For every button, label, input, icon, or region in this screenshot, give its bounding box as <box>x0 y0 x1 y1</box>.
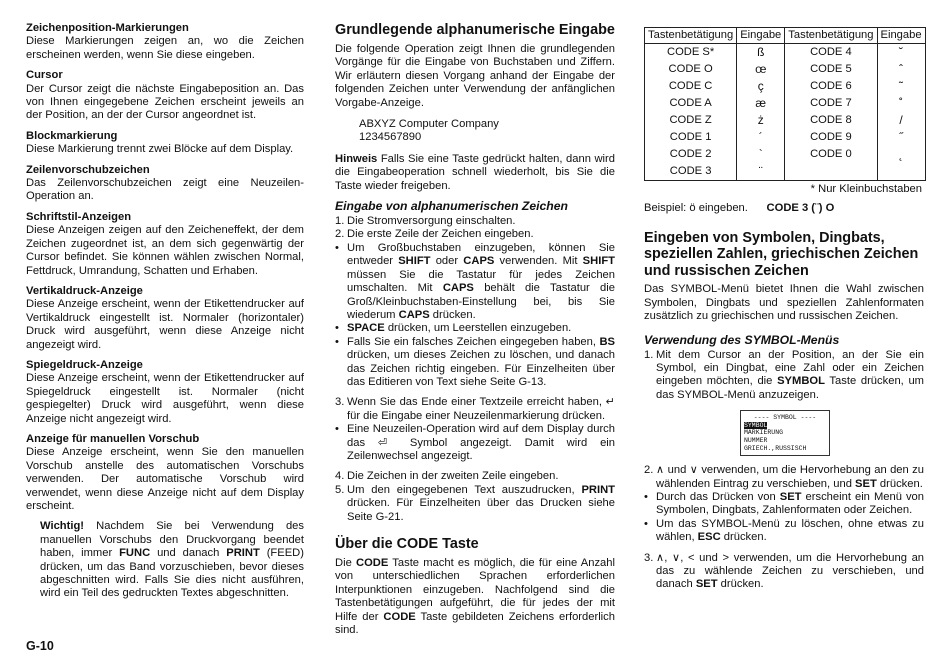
section-body: Das Zeilenvorschubzeichen zeigt eine Neuzeilen-Operation an. <box>26 177 304 203</box>
section-title: Cursor <box>26 69 63 82</box>
section <box>26 285 304 352</box>
right-arrow-icon: > <box>722 551 730 564</box>
up-arrow-icon: ∧ <box>656 464 665 477</box>
step-4: 4. Die Zeichen in der zweiten Zeile eingeben. <box>335 470 615 483</box>
lcd-header: ---- SYMBOL ---- <box>753 414 817 422</box>
table-row: CODE A æ CODE 7 ˚ <box>645 95 926 112</box>
section-title: Schriftstil-Anzeigen <box>26 210 132 223</box>
section-body: Diese Markierung trennt zwei Blöcke auf dem Display. <box>26 143 294 156</box>
warning-note <box>40 520 304 600</box>
middle-column <box>335 22 615 637</box>
down-arrow-icon: ∨ <box>671 551 681 564</box>
step-text: Die erste Zeile der Zeichen eingeben. <box>347 228 534 241</box>
lcd-item-selected: SYMBOL <box>744 421 768 429</box>
section <box>26 211 304 278</box>
lcd-item: NUMMER <box>744 436 768 444</box>
section-heading: Grundlegende alphanumerische Eingabe <box>335 22 615 38</box>
table-footnote: * Nur Kleinbuchstaben <box>810 183 922 195</box>
bullet: • Eine Neuzeilen-Operation wird auf dem Display durch das ⏎ Symbol angezeigt. Damit wird ein Zeilenwechsel angezeigt. <box>335 423 615 462</box>
table-row: CODE C ç CODE 6 ˜ <box>645 78 926 95</box>
table-header-row <box>645 28 926 44</box>
section <box>26 359 304 426</box>
step-text: Die Stromversorgung einschalten. <box>347 215 516 228</box>
step-1: 1. Die Stromversorgung einschalten. <box>335 215 615 228</box>
table-row: CODE Z ż CODE 8 / <box>645 112 926 129</box>
intro-paragraph: Das SYMBOL-Menü bietet Ihnen die Wahl zwischen Symbolen, Dingbats und speziellen Zahlenformaten zusätzlich zu griechischen und russischen Zeichen. <box>644 283 924 323</box>
left-column <box>26 22 304 601</box>
example-line: Beispiel: ö eingeben. CODE 3 (¨) O <box>644 202 835 215</box>
lcd-item: MARKIERUNG <box>744 429 784 437</box>
text: Falls Sie eine Taste gedrückt halten, dann wird die Eingabeoperation schnell wiederholt, bis Sie die Taste wieder freigeben. <box>335 152 615 192</box>
column-header: Eingabe <box>877 28 925 44</box>
step-text: Die Zeichen in der zweiten Zeile eingeben. <box>347 470 559 483</box>
bullet: • Falls Sie ein falsches Zeichen eingegeben haben, BS drücken, um dieses Zeichen zu löschen, und danach das Zeichen richtig eingeben. Für Einzelheiten über das Editieren von Text siehe Seite G-13. <box>335 335 615 388</box>
section-body: Der Cursor zeigt die nächste Eingabeposition an. Das von Ihnen eingegebene Zeichen erscheint jeweils an der Position, an der der Cursor angeordnet ist. <box>26 82 304 122</box>
text: (FEED) drücken, um das Band vorzuschieben, bevor dieses abgeschnitten wird. Falls Sie dies nicht ausführen, wird ein Teil des gedruckten Textes abgeschnitten. <box>40 547 304 600</box>
section-title: Vertikaldruck-Anzeige <box>26 284 143 297</box>
step-2: 2. Die erste Zeile der Zeichen eingeben. <box>335 228 615 241</box>
bullet: • Um Großbuchstaben einzugeben, können Sie entweder SHIFT oder CAPS verwenden. Mit SHIFT müssen Sie die Tastatur für jedes Zeichen umschalten. Mit CAPS behält die Tastatur die Groß/Kleinbuchstaben-Einstellung bei, bis Sie wiederum CAPS drücken. <box>335 241 615 321</box>
section-heading: Über die CODE Taste <box>335 536 479 552</box>
section-body: Diese Anzeige erscheint, wenn der Etikettendrucker auf Vertikaldruck eingestellt ist. Normaler (horizontaler) Druck wird ausgeführt, wenn diese Anzeige nicht angezeigt wird. <box>26 298 304 351</box>
table-row: CODE O œ CODE 5 ˆ <box>645 61 926 78</box>
section <box>26 130 304 157</box>
table-row: CODE S* ß CODE 4 ˘ <box>645 44 926 62</box>
lcd-display <box>740 410 830 456</box>
bullet-text: Eine Neuzeilen-Operation wird auf dem Display durch das ⏎ Symbol angezeigt. Damit wird ein Zeilenwechsel angezeigt. <box>347 423 615 462</box>
column-header: Eingabe <box>737 28 785 44</box>
bullet: • Um das SYMBOL-Menü zu löschen, ohne etwas zu wählen, ESC drücken. <box>644 517 924 544</box>
step-3: 3. Wenn Sie das Ende einer Textzeile erreicht haben, ↵ für die Eingabe einer Neuzeilenmarkierung drücken. <box>335 396 615 422</box>
key-label: FUNC <box>119 547 151 560</box>
section-body: Diese Markierungen zeigen an, wo die Zeichen erscheinen werden, wenn Sie diese eingeben. <box>26 35 304 61</box>
key-label: PRINT <box>226 547 260 560</box>
left-arrow-icon: < <box>687 551 695 564</box>
section-title: Anzeige für manuellen Vorschub <box>26 432 200 445</box>
section-title: Zeichenposition-Markierungen <box>26 22 189 34</box>
step-text: Wenn Sie das Ende einer Textzeile erreicht haben, ↵ für die Eingabe einer Neuzeilenmarkierung drücken. <box>347 396 615 422</box>
section <box>26 433 304 513</box>
section-heading: Eingeben von Symbolen, Dingbats, speziellen Zahlen, griechischen Zeichen und russischen Zeichen <box>644 229 919 279</box>
example-line: 1234567890 <box>359 131 422 144</box>
example-text <box>359 118 615 145</box>
code-key-table <box>644 27 926 181</box>
hint-note <box>335 153 615 193</box>
table-row: CODE 1 ´ CODE 9 ˝ <box>645 129 926 146</box>
example-line: ABXYZ Computer Company <box>359 118 499 131</box>
section-title: Spiegeldruck-Anzeige <box>26 358 143 371</box>
section-body: Diese Anzeige erscheint, wenn Sie den manuellen Vorschub anstelle des automatischen Vorschubs verwenden. Der automatische Vorschub wird verwendet, wenn diese Anzeige nicht auf dem Display erscheint. <box>26 446 304 512</box>
warning-label: Wichtig! <box>40 520 85 533</box>
right-column <box>644 27 924 592</box>
lcd-item: GRIECH.,RUSSISCH <box>744 444 807 452</box>
step-2: 2. ∧ und ∨ verwenden, um die Hervorhebung an den zu wählenden Eintrag zu verschieben, und SET drücken. <box>644 464 924 490</box>
step-5: 5. Um den eingegebenen Text auszudrucken, PRINT drücken. Für Einzelheiten über das Drucken siehe Seite G-21. <box>335 483 615 523</box>
section <box>26 69 304 123</box>
step-1: 1. Mit dem Cursor an der Position, an der Sie ein Symbol, ein Dingbat, eine Zahl oder ein Zeichen eingeben möchten, die SYMBOL Taste drücken, um das SYMBOL-Menü anzuzeigen. <box>644 348 925 401</box>
column-header: Tastenbetätigung <box>785 28 877 44</box>
text: Nachdem Sie bei Verwendung des manuellen Vorschubs den Druckvorgang beendet haben, immer <box>40 520 304 560</box>
up-arrow-icon: ∧ <box>656 551 665 564</box>
page-number: G-10 <box>26 639 54 653</box>
section-title: Zeilenvorschubzeichen <box>26 163 150 176</box>
text: und danach <box>150 547 227 560</box>
column-header: Tastenbetätigung <box>645 28 737 44</box>
hint-label: Hinweis <box>335 152 378 165</box>
subheading: Eingabe von alphanumerischen Zeichen <box>335 199 568 214</box>
down-arrow-icon: ∨ <box>689 464 698 477</box>
table-row: CODE 3 ¨ <box>645 163 926 181</box>
table-row: CODE 2 ` CODE 0 ˛ <box>645 146 926 163</box>
section-body: Diese Anzeige erscheint, wenn der Etikettendrucker auf Spiegeldruck eingestellt ist. Normaler (nicht gespiegelter) Druck wird ausgeführt, wenn diese Anzeige nicht angezeigt wird. <box>26 372 304 425</box>
section <box>26 164 304 204</box>
step-3: 3. ∧, ∨, < und > verwenden, um die Hervorhebung an das zu wählende Zeichen zu verschieben, und danach SET drücken. <box>644 551 925 591</box>
section-body: Diese Anzeigen zeigen auf den Zeicheneffekt, der dem Zeichen zugeordnet ist, an dem sich gegenwärtig der Cursor befindet. Sie können wählen zwischen Normal, Fettdruck, Umrandung, Schatten und Erhaben. <box>26 224 304 277</box>
section-title: Blockmarkierung <box>26 129 118 142</box>
subheading: Verwendung des SYMBOL-Menüs <box>644 332 840 347</box>
section <box>26 22 304 62</box>
bullet: • SPACE drücken, um Leerstellen einzugeben. <box>335 322 572 335</box>
code-paragraph: Die CODE Taste macht es möglich, die für eine Anzahl von unterschiedlichen Sprachen erforderlichen Interpunktionen einzugeben. Nachfolgend sind die Tastenbetätigungen aufgeführt, die für jedes der mit Hilfe der CODE Taste gebildeten Zeichens erforderlich sind. <box>335 557 615 637</box>
intro-paragraph: Die folgende Operation zeigt Ihnen die grundlegenden Vorgänge für die Eingabe von Buchstaben und Ziffern. Wir erläutern diesen Vorgang anhand der Eingabe der folgenden Zeichen unter Verwendung der anfänglichen Vorgabe-Anzeige. <box>335 43 615 109</box>
bullet: • Durch das Drücken von SET erscheint ein Menü von Symbolen, Dingbats, Zahlenformaten oder Zeichen. <box>644 490 924 517</box>
